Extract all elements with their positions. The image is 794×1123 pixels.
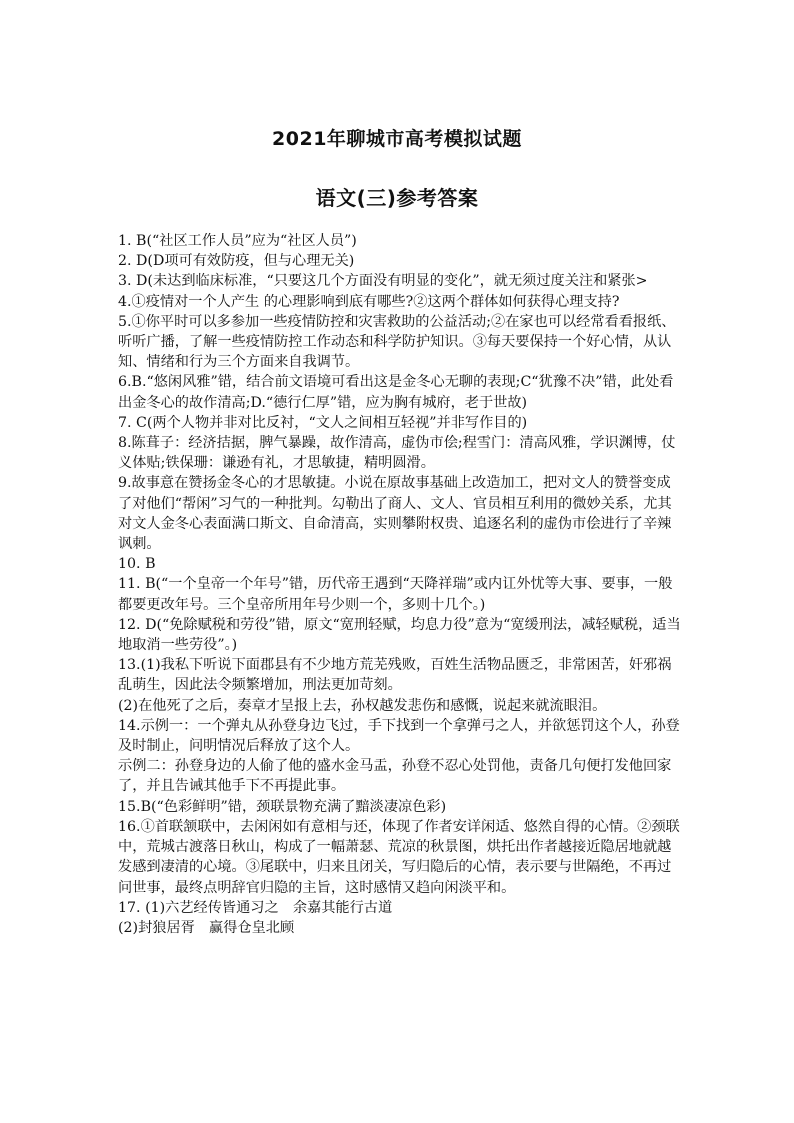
- answer-list: [118, 231, 684, 938]
- answer-item-15: 15.B(“色彩鲜明”错，颈联景物充满了黯淡凄凉色彩): [118, 798, 447, 815]
- answer-item-16: 16.①首联颔联中，去闲闲如有意相与还，体现了作者安详闲适、悠然自得的心情。②颈联中，荒城古渡落日秋山，构成了一幅萧瑟、荒凉的秋景图，烘托出作者越接近隐居地就越发感到凄清的心境。③尾联中，归来且闭关，写归隐后的心情，表示要与世隔绝，不再过问世事，最终点明辞官归隐的主旨，这时感情又趋向闲淡平和。: [118, 818, 680, 896]
- answer-item-3: 3. D(未达到临床标准，“只要这几个方面没有明显的变化”，就无须过度关注和紧张>: [118, 273, 648, 290]
- answer-item-14: 14.示例一：一个弹丸从孙登身边飞过，手下找到一个拿弹弓之人，并欲惩罚这个人，孙登及时制止，问明情况后释放了这个人。 示例二：孙登身边的人偷了他的盛水金马盂，孙登不忍心处罚他，责备几句便打发他回家了，并且告诫其他手下不再提此事。: [118, 717, 680, 795]
- answer-item-12: 12. D(“免除赋税和劳役”错，原文“宽刑轻赋，均息力役”意为“宽缓刑法，减轻赋税，适当地取消一些劳役”。): [118, 616, 681, 654]
- document-title: 2021年聊城市高考模拟试题: [272, 128, 522, 150]
- answer-item-4: 4.①疫情对一个人产生 的心理影响到底有哪些?②这两个群体如何获得心理支持?: [118, 293, 620, 310]
- answer-item-2: 2. D(D项可有效防疫，但与心理无关): [118, 253, 355, 270]
- answer-item-6: 6.B.“悠闲风雅”错，结合前文语境可看出这是金冬心无聊的表现;C“犹豫不决”错，此处看出金冬心的故作清高;D.“德行仁厚”错，应为胸有城府，老于世故): [118, 374, 674, 411]
- document-subtitle: 语文(三)参考答案: [315, 186, 479, 210]
- answer-item-9: 9.故事意在赞扬金冬心的才思敏捷。小说在原故事基础上改造加工，把对文人的赞誉变成了对他们“帮闲”习气的一种批判。勾勒出了商人、文人、官员相互利用的微妙关系，尤其对文人金冬心表面满口斯文、自命清高，实则攀附权贵、追逐名利的虚伪市侩进行了辛辣讽刺。: [118, 475, 672, 553]
- answer-item-7: 7. C(两个人物并非对比反衬，“文人之间相互轻视”并非写作目的): [118, 414, 528, 431]
- answer-item-17: 17. (1)六艺经传皆通习之 余嘉其能行古道 (2)封狼居胥 赢得仓皇北顾: [118, 899, 393, 936]
- answer-item-11: 11. B(“一个皇帝一个年号”错，历代帝王遇到“天降祥瑞”或内讧外忧等大事、要事，一般都要更改年号。三个皇帝所用年号少则一个，多则十几个。): [118, 576, 673, 613]
- answer-item-10: 10. B: [118, 556, 156, 573]
- answer-item-5: 5.①你平时可以多参加一些疫情防控和灾害救助的公益活动;②在家也可以经常看看报纸、听听广播，了解一些疫情防控工作动态和科学防护知识。③每天要保持一个好心情，从认知、情绪和行为三个方面来自我调节。: [118, 313, 676, 371]
- answer-item-1: 1. B(“社区工作人员”应为“社区人员”): [118, 233, 357, 249]
- answer-item-8: 8.陈葺子：经济拮据，脾气暴躁，故作清高，虚伪市侩;程雪门：清高风雅，学识渊博，仗义体贴;铁保珊：谦逊有礼，才思敏捷，精明圆滑。: [118, 435, 676, 472]
- answer-item-13: 13.(1)我私下听说下面郡县有不少地方荒芜残败，百姓生活物品匮乏，非常困苦，奸邪祸乱萌生，因此法令频繁增加，刑法更加苛刻。 (2)在他死了之后，奏章才呈报上去，孙权越发悲伤和感慨，说起来就流眼泪。: [118, 657, 672, 714]
